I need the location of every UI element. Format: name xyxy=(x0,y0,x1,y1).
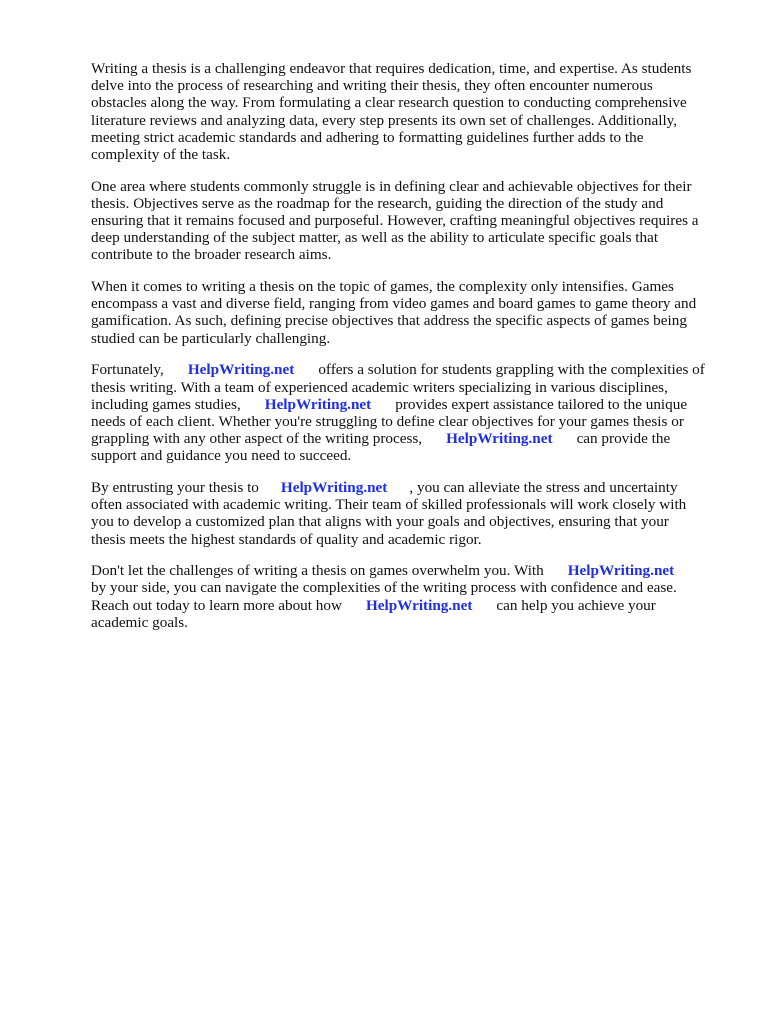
paragraph-closing xyxy=(91,562,726,631)
helpwriting-link[interactable]: HelpWriting.net xyxy=(280,478,388,496)
text-line: One area where students commonly struggle is in defining clear and achievable objectives for their xyxy=(91,177,692,195)
text-line xyxy=(91,562,726,579)
text-line: thesis meets the highest standards of quality and academic rigor. xyxy=(91,530,482,548)
text-line: thesis. Objectives serve as the roadmap for the research, guiding the direction of the study and xyxy=(91,194,664,212)
text-fragment: , you can alleviate the stress and uncertainty xyxy=(409,478,678,496)
text-fragment: including games studies, xyxy=(91,395,241,413)
paragraph-games xyxy=(91,278,726,347)
text-line: by your side, you can navigate the complexities of the writing process with confidence and ease. xyxy=(91,579,677,597)
text-line: gamification. As such, defining precise objectives that address the specific aspects of games being xyxy=(91,312,687,330)
text-line: literature reviews and analyzing data, every step presents its own set of challenges. Additionally, xyxy=(91,111,678,129)
text-fragment: Don't let the challenges of writing a thesis on games overwhelm you. With xyxy=(91,562,544,580)
helpwriting-link[interactable]: HelpWriting.net xyxy=(264,395,372,413)
document-body xyxy=(91,60,726,645)
text-line: complexity of the task. xyxy=(91,145,231,163)
helpwriting-link[interactable]: HelpWriting.net xyxy=(365,596,473,614)
text-line: obstacles along the way. From formulating a clear research question to conducting comprehensive xyxy=(91,94,687,112)
text-fragment: offers a solution for students grappling with the complexities of xyxy=(318,361,705,379)
text-line: encompass a vast and diverse field, ranging from video games and board games to game theory and xyxy=(91,295,697,313)
paragraph-solution xyxy=(91,361,726,464)
text-fragment: can provide the xyxy=(576,430,671,448)
text-line: support and guidance you need to succeed. xyxy=(91,447,352,465)
text-fragment: Reach out today to learn more about how xyxy=(91,596,342,614)
paragraph-entrusting xyxy=(91,479,726,548)
text-line: often associated with academic writing. Their team of skilled professionals will work closely with xyxy=(91,496,687,514)
text-fragment: provides expert assistance tailored to the unique xyxy=(395,395,688,413)
text-line xyxy=(91,430,726,447)
text-line: ensuring that it remains focused and purposeful. However, crafting meaningful objectives requires a xyxy=(91,212,699,229)
text-line xyxy=(91,396,726,413)
text-line xyxy=(91,597,726,614)
helpwriting-link[interactable]: HelpWriting.net xyxy=(187,361,295,379)
text-line: you to develop a customized plan that aligns with your goals and objectives, ensuring that your xyxy=(91,513,669,531)
text-line: contribute to the broader research aims. xyxy=(91,246,332,264)
text-fragment: Fortunately, xyxy=(91,361,164,379)
text-line: When it comes to writing a thesis on the topic of games, the complexity only intensifies. Games xyxy=(91,278,674,296)
text-fragment: can help you achieve your xyxy=(496,596,656,614)
helpwriting-link[interactable]: HelpWriting.net xyxy=(567,562,675,580)
text-line: meeting strict academic standards and adhering to formatting guidelines further adds to the xyxy=(91,128,644,146)
paragraph-intro xyxy=(91,60,726,163)
text-line xyxy=(91,479,726,496)
text-line: needs of each client. Whether you're struggling to define clear objectives for your games thesis or xyxy=(91,412,684,430)
helpwriting-link[interactable]: HelpWriting.net xyxy=(446,430,553,448)
text-line: academic goals. xyxy=(91,613,188,631)
text-line: studied can be particularly challenging. xyxy=(91,329,331,347)
text-fragment: grappling with any other aspect of the writing process, xyxy=(91,430,423,448)
text-line: thesis writing. With a team of experienced academic writers specializing in various disciplines, xyxy=(91,378,668,396)
text-line xyxy=(91,361,726,378)
text-fragment: By entrusting your thesis to xyxy=(91,478,259,496)
text-line: deep understanding of the subject matter, as well as the ability to articulate specific goals that xyxy=(91,229,659,247)
paragraph-objectives xyxy=(91,178,726,264)
text-line: Writing a thesis is a challenging endeavor that requires dedication, time, and expertise. As students xyxy=(91,60,692,77)
text-line: delve into the process of researching and writing their thesis, they often encounter numerous xyxy=(91,77,653,95)
